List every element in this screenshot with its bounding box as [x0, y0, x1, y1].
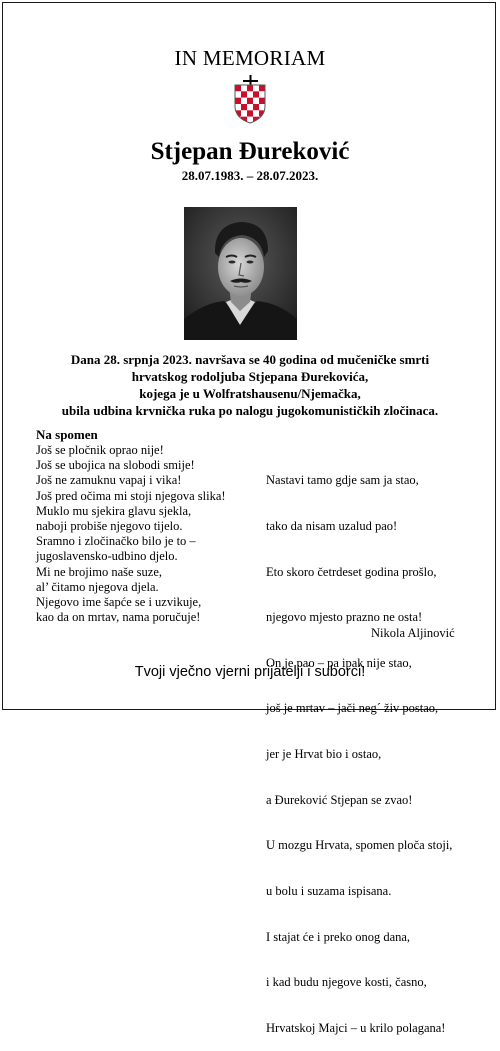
announcement-line: hrvatskog rodoljuba Stjepana Đurekovića,	[131, 369, 369, 384]
announcement-line: kojega je u Wolfratshausenu/Njemačka,	[139, 386, 361, 401]
poem-line: jer je Hrvat bio i ostao,	[266, 747, 382, 762]
poem-line: Sramno i zločinačko bilo je to –	[36, 534, 196, 549]
poem-line: u bolu i suzama ispisana.	[266, 883, 392, 898]
shield-square	[235, 91, 241, 97]
poem-line: I stajat će i preko onog dana,	[266, 929, 411, 944]
poem-left-column	[36, 443, 226, 625]
shield-square	[253, 98, 259, 104]
poem-line: On je pao – pa ipak nije stao,	[266, 655, 412, 670]
poem-line: kao da on mrtav, nama poručuje!	[36, 610, 201, 625]
poem-line: Njegovo ime šapće se i uzvikuje,	[36, 595, 202, 610]
shield-square	[241, 110, 247, 116]
page-title: IN MEMORIAM	[174, 46, 326, 70]
shield-square	[259, 104, 265, 110]
shield-square	[241, 91, 247, 97]
poem-line: Još pred očima mi stoji njegova slika!	[36, 488, 226, 503]
shield-square	[247, 85, 253, 91]
poem-line: Mi ne brojimo naše suze,	[36, 564, 163, 579]
poem-line: naboji probiše njegovo tijelo.	[36, 519, 183, 534]
closing-message: Tvoji vječno vjerni prijatelji i suborci!	[134, 664, 366, 680]
poem-heading: Na spomen	[36, 427, 98, 442]
shield-square	[235, 104, 241, 110]
poem-line: i kad budu njegove kosti, časno,	[266, 975, 427, 990]
poem-line: tako da nisam uzalud pao!	[266, 519, 398, 534]
announcement-line: Dana 28. srpnja 2023. navršava se 40 godina od mučeničke smrti	[70, 352, 430, 367]
poem-line: Još se pločnik oprao nije!	[36, 443, 164, 457]
poem-line: Još ne zamuknu vapaj i vika!	[36, 473, 182, 488]
poem-line: a Đureković Stjepan se zvao!	[266, 792, 413, 807]
poem-line: njegovo mjesto prazno ne osta!	[266, 610, 423, 625]
shield-square	[247, 98, 253, 104]
shield-square	[253, 104, 259, 110]
checkerboard-shield-icon	[234, 84, 266, 124]
poem-line: Hrvatskoj Majci – u krilo polagana!	[266, 1020, 446, 1035]
poem-author: Nikola Aljinović	[371, 626, 455, 640]
poem-line: Eto skoro četrdeset godina prošlo,	[266, 564, 437, 579]
shield-square	[247, 110, 253, 116]
poem-line: još je mrtav – jači neg´ živ postao,	[266, 701, 439, 716]
shield-square	[241, 85, 247, 91]
shield-square	[253, 91, 259, 97]
shield-square	[253, 85, 259, 91]
shield-square	[259, 85, 265, 91]
shield-square	[235, 85, 241, 91]
poem-right-column	[266, 443, 452, 1051]
shield-square	[259, 91, 265, 97]
poem-line: jugoslavensko-udbino djelo.	[36, 549, 178, 564]
shield-square	[259, 98, 265, 104]
shield-square	[247, 91, 253, 97]
portrait-photo	[184, 207, 297, 340]
poem-line: U mozgu Hrvata, spomen ploča stoji,	[266, 838, 453, 853]
shield-square	[247, 104, 253, 110]
announcement-line: ubila udbina krvnička ruka po nalogu jugokomunističkih zločinaca.	[61, 403, 439, 418]
life-dates: 28.07.1983. – 28.07.2023.	[181, 168, 319, 183]
shield-square	[253, 110, 259, 116]
shield-square	[241, 98, 247, 104]
poem-line: Muklo mu sjekira glavu sjekla,	[36, 503, 192, 518]
announcement	[20, 351, 480, 419]
poem-line: Još se ubojica na slobodi smije!	[36, 458, 195, 473]
shield-square	[235, 98, 241, 104]
deceased-name: Stjepan Đureković	[150, 138, 350, 165]
poem-line: Nastavi tamo gdje sam ja stao,	[266, 473, 419, 488]
shield-square	[241, 104, 247, 110]
poem-line: al’ čitamo njegova djela.	[36, 579, 159, 594]
